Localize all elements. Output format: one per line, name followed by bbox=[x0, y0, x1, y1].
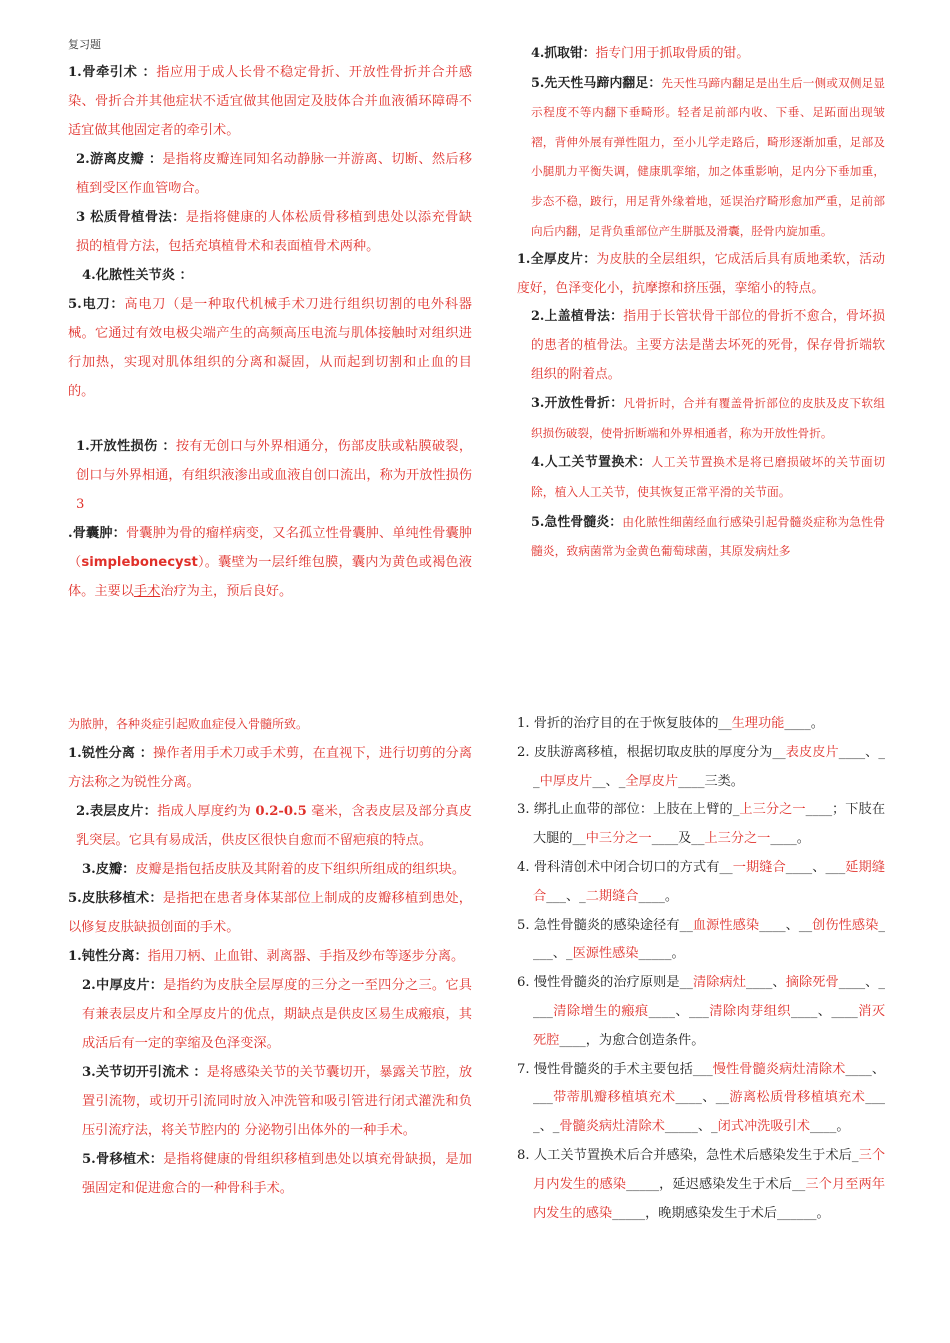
question-text: ____、 bbox=[745, 975, 786, 991]
answer-text: 带蒂肌瓣移植填充术 bbox=[552, 1090, 676, 1106]
fill-in-questions bbox=[517, 710, 885, 1228]
document-label: 复习题 bbox=[68, 38, 101, 51]
entry-joint-replacement: 4.人工关节置换术：人工关节置换术是将已磨损破坏的关节面切除，植入人工关节，使其恢复正常平滑的关节面。 bbox=[531, 455, 885, 499]
question-text: 5. 急性骨髓炎的感染途径有__ bbox=[517, 917, 693, 933]
bottom-right-section bbox=[517, 710, 885, 1228]
entry-free-flap: 2.游离皮瓣 ：是指将皮瓣连同知名动静脉一并游离、切断、然后移植到受区作血管吻合。 bbox=[76, 152, 473, 196]
continuation-text: 为脓肿，各种炎症引起败血症侵入骨髓所致。 bbox=[68, 717, 309, 731]
question-item bbox=[517, 1056, 885, 1142]
question-text: ____，为愈合创造条件。 bbox=[559, 1032, 705, 1048]
question-text: ____、_ bbox=[533, 1090, 886, 1135]
top-right-section bbox=[517, 40, 885, 567]
entry-sharp-dissection: 1.锐性分离 ：操作者用手术刀或手术剪，在直视下，进行切剪的分离方法称之为锐性分离。 bbox=[68, 746, 473, 790]
answer-text: 医源性感染 bbox=[572, 946, 639, 962]
question-text: ____及__ bbox=[651, 831, 705, 847]
answer-text: 三个月内发生的感染 bbox=[533, 1147, 886, 1192]
entry-electrosurgical-knife: 5.电刀：高电刀（是一种取代机械手术刀进行组织切割的电外科器械。它通过有效电极尖端产生的高频高压电流与肌体接触时对组织进行加热，实现对肌体组织的分离和凝固，从而起到切割和止血的目的。 bbox=[68, 297, 472, 399]
question-text: ____。 bbox=[809, 1119, 850, 1135]
question-item bbox=[517, 969, 885, 1055]
question-text: ____。 bbox=[770, 831, 810, 847]
question-text: ____。 bbox=[784, 716, 824, 731]
entry-skin-grafting: 5.皮肤移植术：是指把在患者身体某部位上制成的皮瓣移植到患处，以修复皮肤缺损创面的手术。 bbox=[68, 891, 472, 935]
question-item bbox=[517, 796, 885, 854]
entry-clubfoot: 5.先天性马蹄内翻足：先天性马蹄内翻足是出生后一侧或双侧足显示程度不等内翻下垂畸形。轻者足前部内收、下垂、足跖面出现皱褶，背伸外展有弹性阻力，至小儿学走路后，畸形逐渐加重，足部及小腿肌力平衡失调，健康肌挛缩，加之体重影响，足内分下垂加重，步态不稳，跛行，用足背外缘着地，延误治疗畸形愈加严重，足前部向后内翻，足背负重部位产生胼胝及滑囊，胫骨内旋加重。 bbox=[531, 75, 885, 238]
question-text: ____；下肢在大腿的__ bbox=[533, 802, 886, 847]
answer-text: 全厚皮片 bbox=[625, 773, 679, 789]
question-item bbox=[517, 1142, 885, 1228]
answer-text: 表皮皮片 bbox=[785, 744, 839, 760]
question-text: 7. 慢性骨髓炎的手术主要包括___ bbox=[517, 1061, 713, 1077]
question-item bbox=[517, 912, 885, 970]
answer-text: 慢性骨髓炎病灶清除术 bbox=[712, 1061, 846, 1077]
question-text: _____，晚期感染发生于术后______。 bbox=[612, 1205, 830, 1221]
entry-full-thickness-graft: 1.全厚皮片：为皮肤的全层组织，它成活后具有质地柔软，活动度好，色泽变化小，抗摩擦和挤压强，挛缩小的特点。 bbox=[517, 252, 886, 296]
answer-text: 骨髓炎病灶清除术 bbox=[559, 1119, 665, 1135]
question-text: 1. 骨折的治疗目的在于恢复肢体的__ bbox=[517, 716, 732, 731]
answer-text: 一期缝合 bbox=[732, 859, 786, 875]
entry-arthrotomy-drainage: 3.关节切开引流术 ：是将感染关节的关节囊切开，暴露关节腔，放置引流物，或切开引流同时放入冲洗管和吸引管进行闭式灌洗和负压引流疗法，将关节腔内的 分泌物引出体外的一种手术。 bbox=[82, 1065, 473, 1138]
answer-text: 三个月至两年内发生的感染 bbox=[533, 1176, 886, 1221]
entry-split-thickness-graft: 2.表层皮片：指成人厚度约为 0.2-0.5 毫米，含表皮层及部分真皮乳突层。它具有易成活，供皮区很快自愈而不留疤痕的特点。 bbox=[76, 804, 472, 848]
question-item bbox=[517, 854, 885, 912]
question-item bbox=[517, 739, 885, 797]
answer-text: 清除肉芽组织 bbox=[708, 1003, 791, 1019]
question-text: ____、___ bbox=[533, 1061, 886, 1106]
entry-open-fracture: 3.开放性骨折：凡骨折时，合并有覆盖骨折部位的皮肤及皮下软组织损伤破裂，使骨折断端和外界相通者，称为开放性骨折。 bbox=[531, 396, 885, 440]
question-text: ____。 bbox=[638, 888, 679, 904]
question-text: 6. 慢性骨髓炎的治疗原则是__ bbox=[517, 975, 693, 991]
question-text: 2. 皮肤游离移植，根据切取皮肤的厚度分为__ bbox=[517, 744, 786, 760]
answer-text: 二期缝合 bbox=[585, 888, 639, 904]
answer-text: 中厚皮片 bbox=[539, 773, 593, 789]
question-text: ____、____ bbox=[533, 975, 886, 1019]
answer-text: 清除病灶 bbox=[692, 975, 746, 991]
entry-bone-traction: 1.骨牵引术 ：指应用于成人长骨不稳定骨折、开放性骨折并合并感染、骨折合并其他症状不适宜做其他固定及肢体合并血液循环障碍不适宜做其他固定者的牵引术。 bbox=[68, 65, 473, 138]
question-text: ___、_ bbox=[546, 888, 586, 904]
question-text: ____、___ bbox=[785, 859, 846, 875]
question-text: __、_ bbox=[592, 773, 626, 789]
answer-text: 上三分之一 bbox=[704, 831, 771, 847]
entry-open-injury: 1.开放性损伤 ：按有无创口与外界相通分，伤部皮肤或粘膜破裂，创口与外界相通，有组织液渗出或血液自创口流出，称为开放性损伤3 bbox=[76, 439, 473, 512]
question-text: ____、__ bbox=[759, 917, 813, 933]
entry-septic-arthritis: 4.化脓性关节炎 ： bbox=[82, 268, 193, 283]
entry-bone-cyst: .骨囊肿：骨囊肿为骨的瘤样病变，又名孤立性骨囊肿、单纯性骨囊肿（simplebonecyst）。囊壁为一层纤维包膜，囊内为黄色或褐色液体。主要以手术治疗为主，预后良好。 bbox=[68, 526, 473, 599]
question-text: 3. 绑扎止血带的部位：上肢在上臂的_ bbox=[517, 802, 740, 818]
entry-onlay-bone-graft: 2.上盖植骨法：指用于长管状骨干部位的骨折不愈合，骨坏损的患者的植骨法。主要方法是凿去坏死的死骨，保存骨折端软组织的附着点。 bbox=[531, 309, 886, 382]
question-text: ____、_ bbox=[533, 917, 886, 962]
entry-acute-osteomyelitis: 5.急性骨髓炎：由化脓性细菌经血行感染引起骨髓炎症称为急性骨髓炎，致病菌常为金黄色葡萄球菌，其原发病灶多 bbox=[531, 514, 885, 559]
answer-text: 创伤性感染 bbox=[812, 917, 879, 933]
surgery-link[interactable]: 手术 bbox=[133, 584, 161, 599]
bottom-left-section bbox=[68, 710, 472, 1203]
answer-text: 血源性感染 bbox=[692, 917, 760, 933]
question-text: ____、____ bbox=[790, 1003, 858, 1019]
question-text: _____，延迟感染发生于术后__ bbox=[626, 1176, 806, 1192]
question-text: 8. 人工关节置换术后合并感染，急性术后感染发生于术后_ bbox=[517, 1147, 859, 1163]
spacer bbox=[68, 406, 472, 432]
question-text: 4. 骨科清创术中闭合切口的方式有__ bbox=[517, 859, 733, 875]
question-text: ____、__ bbox=[675, 1090, 729, 1106]
question-text: _____。 bbox=[638, 946, 685, 962]
question-item bbox=[517, 710, 885, 739]
top-left-section bbox=[68, 36, 472, 606]
answer-text: 上三分之一 bbox=[739, 802, 806, 818]
entry-bone-grafting: 5.骨移植术：是指将健康的骨组织移植到患处以填充骨缺损，是加强固定和促进愈合的一种骨科手术。 bbox=[82, 1152, 472, 1196]
entry-cancellous-bone-graft: 3 松质骨植骨法：是指将健康的人体松质骨移植到患处以添充骨缺损的植骨方法，包括充填植骨术和表面植骨术两种。 bbox=[76, 210, 472, 254]
question-text: ____、___ bbox=[648, 1003, 709, 1019]
answer-text: 闭式冲洗吸引术 bbox=[717, 1119, 810, 1135]
answer-text: 清除增生的瘢痕 bbox=[552, 1003, 649, 1019]
answer-text: 中三分之一 bbox=[585, 831, 652, 847]
entry-grasping-forceps: 4.抓取钳：指专门用于抓取骨质的钳。 bbox=[531, 46, 750, 61]
entry-medium-thickness-graft: 2.中厚皮片：是指约为皮肤全层厚度的三分之一至四分之三。它具有兼表层皮片和全厚皮片的优点，期缺点是供皮区易生成瘢痕，其成活后有一定的挛缩及色泽变深。 bbox=[82, 978, 472, 1051]
entry-skin-flap: 3.皮瓣：皮瓣是指包括皮肤及其附着的皮下组织所组成的组织块。 bbox=[82, 862, 466, 877]
question-text: ____三类。 bbox=[678, 773, 744, 789]
answer-text: 游离松质骨移植填充术 bbox=[728, 1090, 866, 1106]
answer-text: 消灭死腔 bbox=[533, 1003, 886, 1048]
answer-text: 延期缝合 bbox=[533, 859, 886, 904]
question-text: ____、__ bbox=[533, 744, 886, 789]
answer-text: 摘除死骨 bbox=[785, 975, 839, 991]
answer-text: 生理功能 bbox=[731, 716, 785, 731]
entry-blunt-dissection: 1.钝性分离：指用刀柄、止血钳、剥离器、手指及纱布等逐步分离。 bbox=[68, 949, 465, 964]
question-text: _____、_ bbox=[664, 1119, 718, 1135]
